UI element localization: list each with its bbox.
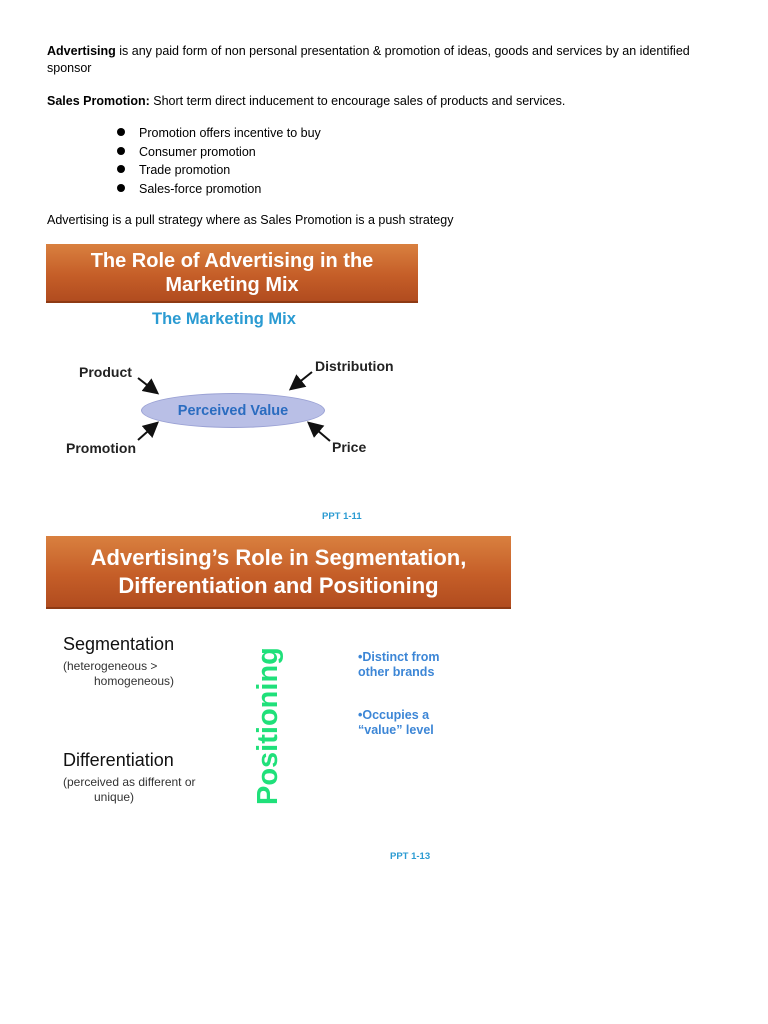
sales-def-text: Short term direct inducement to encourage sales of products and services. xyxy=(149,94,566,108)
advertising-term: Advertising xyxy=(47,44,116,58)
strategy-statement: Advertising is a pull strategy where as Sales Promotion is a push strategy xyxy=(47,213,454,227)
banner-line-1: Advertising’s Role in Segmentation, xyxy=(90,544,467,570)
sales-term: Sales Promotion: xyxy=(47,94,150,108)
perceived-value-label: Perceived Value xyxy=(177,402,289,419)
arrow-promotion xyxy=(138,424,156,440)
segmentation-heading: Segmentation xyxy=(63,634,175,654)
segmentation-banner xyxy=(46,536,511,607)
banner-line-1: The Role of Advertising in the xyxy=(90,249,374,272)
list-item: Trade promotion xyxy=(117,161,321,180)
advertising-def-text: is any paid form of non personal presentation & promotion of ideas, goods and services by an identified sponsor xyxy=(47,44,690,75)
segmentation-sub-1: (heterogeneous > xyxy=(63,659,158,673)
differentiation-sub-2: unique) xyxy=(94,790,135,804)
distribution-label: Distribution xyxy=(315,358,394,374)
arrow-price xyxy=(310,424,330,441)
differentiation-heading: Differentiation xyxy=(63,750,174,770)
positioning-vertical-label: Positioning xyxy=(252,647,284,805)
price-label: Price xyxy=(332,439,367,455)
differentiation-sub-1: (perceived as different or xyxy=(63,775,196,789)
promotion-label: Promotion xyxy=(66,440,136,456)
list-item: Sales-force promotion xyxy=(117,180,321,199)
arrow-distribution xyxy=(292,372,312,388)
positioning-note-1: •Distinct from other brands xyxy=(358,650,440,679)
banner-line-2: Differentiation and Positioning xyxy=(118,572,439,598)
arrow-product xyxy=(138,378,156,392)
positioning-note-2: •Occupies a “value” level xyxy=(358,708,434,737)
ppt-number-2: PPT 1-13 xyxy=(390,851,431,862)
list-item: Promotion offers incentive to buy xyxy=(117,124,321,143)
banner-line-2: Marketing Mix xyxy=(165,273,299,296)
list-item: Consumer promotion xyxy=(117,143,321,162)
ppt-number-1: PPT 1-11 xyxy=(322,511,362,522)
segmentation-sub-2: homogeneous) xyxy=(94,674,175,688)
perceived-value-ellipse xyxy=(141,393,325,428)
product-label: Product xyxy=(79,364,132,380)
marketing-mix-subtitle: The Marketing Mix xyxy=(152,310,296,328)
